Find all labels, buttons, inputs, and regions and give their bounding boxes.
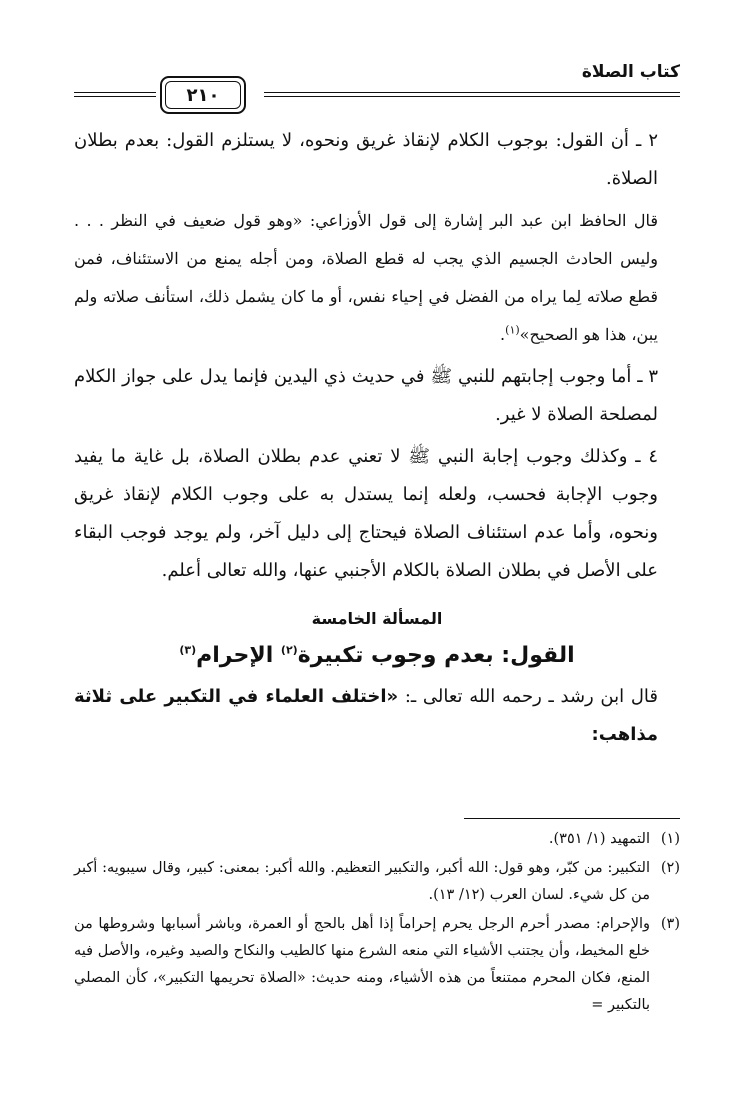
paragraph-4: ٤ ـ وكذلك وجوب إجابة النبي ﷺ لا تعني عدم بطلان الصلاة، بل غاية ما يفيد وجوب الإجابة فحسب، ولعله إنما يستدل به على وجوب الكلام لإنقاذ غريق ونحوه، وأما عدم استئناف الصلاة فيحتاج إلى دليل آخر، ولم يوجد فوجب البقاء على الأصل في بطلان الصلاة بالكلام الأجنبي عنها، والله تعالى أعلم. bbox=[74, 446, 658, 581]
footnote bbox=[74, 855, 680, 909]
header-rule bbox=[264, 92, 680, 93]
section-title-part-a: القول: بعدم وجوب تكبيرة bbox=[297, 643, 575, 668]
page-header bbox=[74, 56, 680, 116]
quotation-text: قال الحافظ ابن عبد البر إشارة إلى قول الأوزاعي: «وهو قول ضعيف في النظر . . . وليس الحادث الجسيم الذي يجب له قطع الصلاة، ومن أجله يمنع من الاستئناف، فمن قطع صلاته لِما يراه من الفضل في إحياء نفس، أو ما كان يشمل ذلك، استأنف صلاته ولم يبن، هذا هو الصحيح» bbox=[74, 211, 658, 344]
paragraph-3: ٣ ـ أما وجوب إجابتهم للنبي ﷺ في حديث ذي اليدين فإنما يدل على جواز الكلام لمصلحة الصلاة لا غير. bbox=[74, 366, 658, 425]
book-title: كتاب الصلاة bbox=[581, 62, 680, 82]
footnote-text: التمهيد (١/ ٣٥١). bbox=[548, 831, 650, 847]
ibn-rushd-quote: «اختلف العلماء في التكبير على ثلاثة مذاهب: bbox=[74, 686, 658, 745]
header-rule bbox=[74, 96, 156, 97]
section-subheading: المسألة الخامسة bbox=[311, 609, 443, 628]
footnote-ref-2: (٢) bbox=[280, 643, 298, 657]
footnote bbox=[74, 911, 680, 1019]
quotation-end: . bbox=[500, 325, 506, 344]
paragraph-ibn-rushd bbox=[74, 678, 680, 754]
footnote-number: (٣) bbox=[660, 916, 680, 932]
footnote-ref-3: (٣) bbox=[179, 643, 197, 657]
footnote-text: التكبير: من كبّر، وهو قول: الله أكبر، والتكبير التعظيم. والله أكبر: بمعنى: كبير، وقال سيبويه: أكبر من كل شيء. لسان العرب (١٢/ ١٣). bbox=[74, 860, 650, 903]
ibn-rushd-lead: قال ابن رشد ـ رحمه الله تعالى ـ: bbox=[398, 686, 659, 707]
footnote-separator bbox=[464, 818, 680, 819]
paragraph-2: ٢ ـ أن القول: بوجوب الكلام لإنقاذ غريق ونحوه، لا يستلزم القول: بعدم بطلان الصلاة. bbox=[74, 130, 658, 189]
page-body bbox=[74, 122, 680, 754]
footnote bbox=[74, 826, 680, 853]
footnote-ref-1: (١) bbox=[505, 323, 520, 337]
footnotes bbox=[74, 826, 680, 1021]
footnote-text: والإحرام: مصدر أحرم الرجل يحرم إحراماً إذا أهل بالحج أو العمرة، وباشر أسبابها وشروطها من خلع المخيط، وأن يجتنب الأشياء التي منعه الشرع منها كالطيب والنكاح والصيد وغيره، والأصل فيه المنع، فكان المحرم ممتنعاً من هذه الأشياء، ومنه حديث: «الصلاة تحريمها التكبير»، كأن المصلي بالتكبير = bbox=[74, 916, 650, 1013]
page-number: ٢١٠ bbox=[165, 81, 241, 109]
page-number-frame bbox=[160, 76, 246, 114]
footnote-number: (٢) bbox=[660, 860, 680, 876]
section-title bbox=[74, 634, 680, 678]
header-rule bbox=[264, 96, 680, 97]
footnote-number: (١) bbox=[660, 831, 680, 847]
section-title-part-b: الإحرام bbox=[196, 643, 281, 668]
quotation-ibn-abd-al-barr bbox=[74, 202, 680, 354]
header-rule bbox=[74, 92, 156, 93]
